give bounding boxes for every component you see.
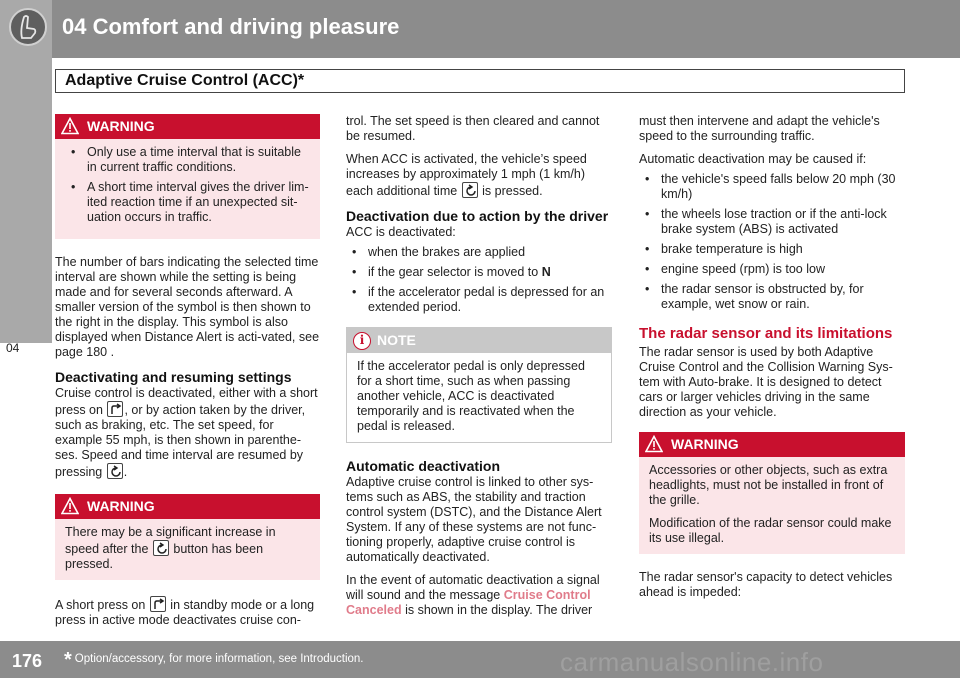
section-title-box (55, 69, 905, 93)
bullet-list (639, 172, 905, 312)
paragraph: Accessories or other objects, such as extra headlights, must not be installed in front of the grille. (649, 463, 888, 507)
text-run: in standby mode or a long press in active mode deactivates cruise con- (55, 598, 315, 627)
warning-body (55, 139, 320, 239)
warning-body (639, 457, 905, 554)
chapter-header-bar (0, 0, 960, 58)
resume-button-icon (107, 463, 123, 479)
note-title: NOTE (377, 332, 416, 348)
text-run: . (123, 465, 128, 479)
text-run: There may be a significant increase in speed after the (65, 525, 276, 556)
warning-triangle-icon (645, 435, 663, 453)
cancel-button-icon (107, 401, 123, 417)
list-item: • the vehicle's speed falls below 20 mph (30 km/h) (639, 172, 905, 202)
list-item: • brake temperature is high (639, 242, 905, 257)
info-icon: i (353, 332, 371, 350)
footnote-star: * (64, 649, 72, 671)
paragraph: Automatic deactivation may be caused if: (639, 152, 867, 166)
cancel-button-icon (150, 596, 166, 612)
list-item (346, 265, 612, 280)
warning-box (55, 494, 320, 580)
watermark: carmanualsonline.info (560, 647, 824, 677)
page-footer (0, 641, 960, 678)
warning-box (55, 114, 320, 239)
resume-button-icon (462, 182, 478, 198)
footnote-text: Option/accessory, for more information, see Introduction. (74, 653, 364, 665)
column-3 (639, 114, 905, 608)
warning-header (55, 114, 320, 139)
paragraph: The radar sensor is used by both Adaptive Cruise Control and the Collision Warning Sys-tem with Auto-brake. It is designed to detect cars or larger vehicles driving in the same direction as your vehicle. (639, 345, 893, 419)
warning-title: WARNING (87, 118, 155, 134)
heading-driver-deactivation: Deactivation due to action by the driver (346, 208, 609, 224)
text-run: In the event of automatic deactivation a signal will sound and the message (346, 573, 600, 602)
column-1 (55, 114, 320, 636)
paragraph: Modification of the radar sensor could make its use illegal. (649, 516, 892, 545)
heading-radar-sensor: The radar sensor and its limitations (639, 325, 893, 342)
text-run: is pressed. (482, 184, 543, 198)
text-run: Cruise control is deactivated, either with a short press on (55, 386, 318, 417)
warning-body (55, 519, 320, 580)
warning-box (639, 432, 905, 554)
section-title: Adaptive Cruise Control (ACC)* (65, 72, 305, 89)
gear-letter: N (541, 265, 551, 279)
text-run: button has been pressed. (65, 542, 264, 571)
list-item: • A short time interval gives the driver lim-ited reaction time if an unexpected sit-uation occurs in traffic. (65, 180, 310, 225)
chapter-title: 04 Comfort and driving pleasure (62, 14, 400, 39)
list-item: • if the accelerator pedal is depressed for an extended period. (346, 285, 612, 315)
display-message: Cruise Control Canceled (346, 588, 591, 617)
paragraph: trol. The set speed is then cleared and cannot be resumed. (346, 114, 600, 143)
text-run: is shown in the display. The driver (405, 603, 593, 617)
warning-title: WARNING (671, 436, 739, 452)
side-tab (0, 58, 52, 355)
text-run: if the gear selector is moved to (368, 265, 539, 279)
list-item: • engine speed (rpm) is too low (639, 262, 905, 277)
paragraph: ACC is deactivated: (346, 225, 456, 239)
paragraph (346, 573, 612, 618)
page-number: 176 (12, 651, 43, 671)
note-body: If the accelerator pedal is only depressed for a short time, such as when passing another vehicle, ACC is deactivated temporarily and is reactivated when the pedal is released. (357, 359, 585, 433)
column-2 (346, 114, 612, 626)
side-tab-label: 04 (6, 341, 20, 355)
warning-triangle-icon (61, 497, 79, 515)
note-header (347, 328, 611, 353)
paragraph: Adaptive cruise control is linked to other sys-tems such as ABS, the stability and traction control system (DSTC), and the Distance Alert System. If any of these systems are not func-tioning properly, adaptive cruise control is automatically deactivated. (346, 475, 602, 564)
chapter-icon-box (0, 0, 52, 58)
warning-header (639, 432, 905, 457)
warning-triangle-icon (61, 117, 79, 135)
heading-deactivating-resuming: Deactivating and resuming settings (55, 369, 292, 385)
warning-title: WARNING (87, 498, 155, 514)
resume-button-icon (153, 540, 169, 556)
list-item: • Only use a time interval that is suitable in current traffic conditions. (65, 145, 310, 175)
paragraph: must then intervene and adapt the vehicle's speed to the surrounding traffic. (639, 114, 880, 143)
paragraph: The number of bars indicating the selected time interval are shown while the setting is being made and for several seconds afterward. A smaller version of the symbol is then shown to the right in the display. This symbol is also displayed when Distance Alert is acti-vated, see page 180 . (55, 255, 320, 359)
note-box (346, 327, 612, 443)
warning-header (55, 494, 320, 519)
seat-icon (9, 8, 47, 46)
bullet-list (346, 245, 612, 315)
paragraph (55, 596, 320, 628)
text-run: When ACC is activated, the vehicle’s speed increases by approximately 1 mph (1 km/h) each additional time (346, 152, 587, 198)
list-item: • when the brakes are applied (346, 245, 612, 260)
heading-automatic-deactivation: Automatic deactivation (346, 458, 501, 474)
list-item: • the radar sensor is obstructed by, for example, wet snow or rain. (639, 282, 905, 312)
footnote (64, 649, 364, 672)
text-run: A short press on (55, 598, 146, 612)
paragraph (55, 386, 320, 480)
list-item: • the wheels lose traction or if the anti-lock brake system (ABS) is activated (639, 207, 905, 237)
text-run: , or by action taken by the driver, such as braking, etc. The set speed, for example 55 mph, is then shown in parenthe-ses. Speed and time interval are resumed by pressing (55, 403, 306, 479)
paragraph: The radar sensor's capacity to detect vehicles ahead is impeded: (639, 570, 893, 599)
paragraph (346, 152, 612, 199)
